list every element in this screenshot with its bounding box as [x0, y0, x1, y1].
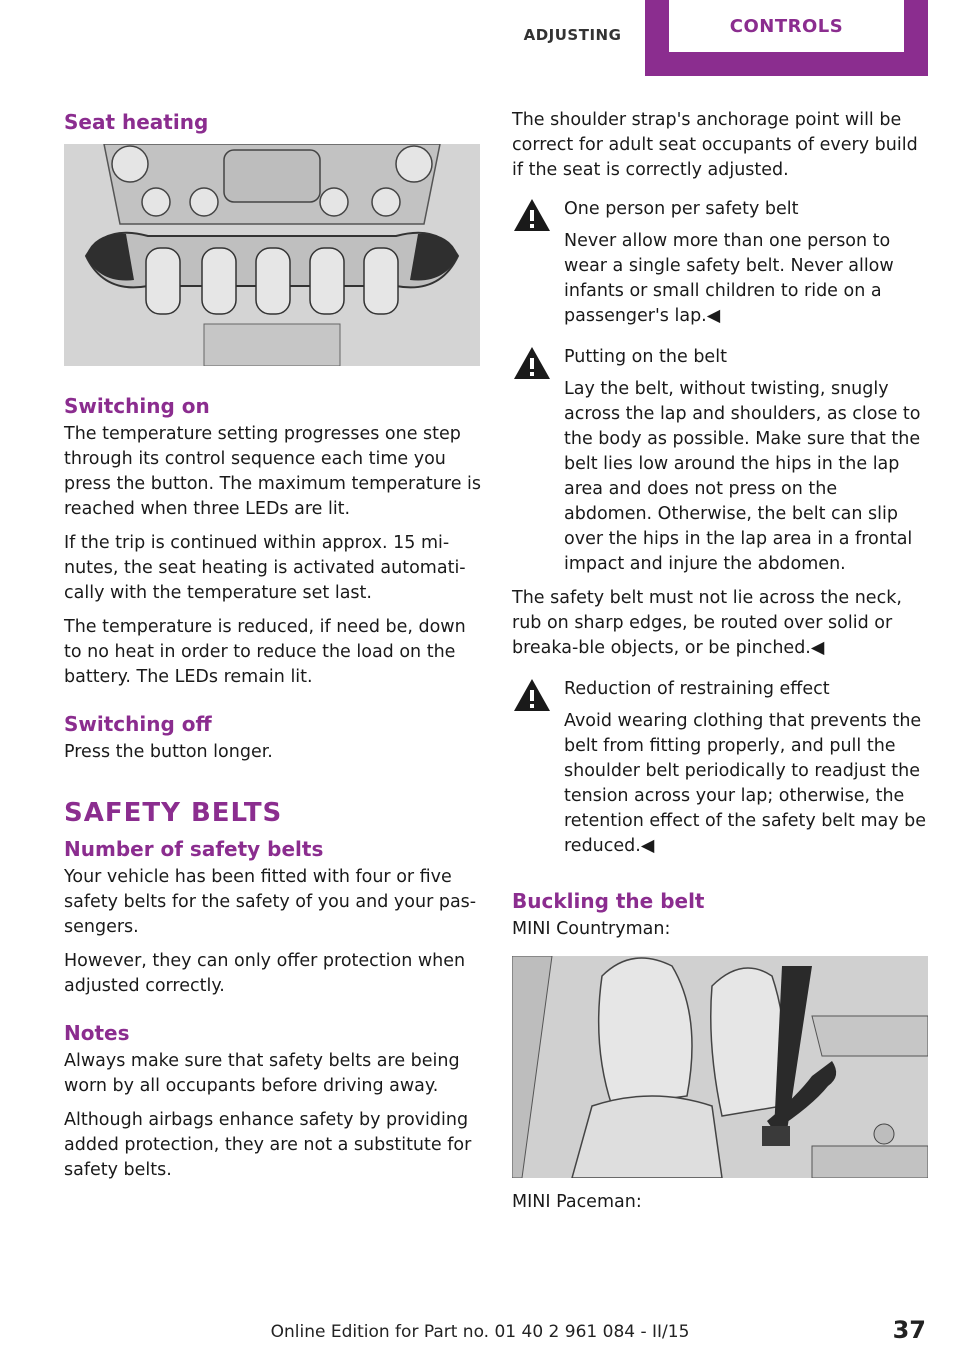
header-tab-controls	[645, 0, 928, 76]
countryman-seat-image	[512, 956, 928, 1178]
notes-paragraph-1: Always make sure that safety belts are being worn by all occupants before driving away.	[64, 1051, 460, 1096]
countryman-label: MINI Countryman:	[512, 919, 671, 939]
paceman-label: MINI Paceman:	[512, 1192, 642, 1212]
warning-body: Lay the belt, without twisting, snugly across the lap and shoulders, as close to the body as possible. Make sure that the belt lies low around the hips in the lap area and does not press on the abdomen. Otherwise, the belt can slip over the hips in the lap area in a frontal impact and injure the abdomen.	[564, 379, 921, 574]
seat-heating-image	[64, 144, 480, 366]
warning-reduction	[512, 677, 928, 859]
number-paragraph-1: Your vehicle has been fitted with four or five safety belts for the safety of you and your pas‐sengers.	[64, 867, 477, 937]
warning-putting-on	[512, 345, 928, 577]
right-column	[512, 108, 928, 1224]
header-tab-controls-label: CONTROLS	[669, 0, 904, 52]
number-of-belts-title: Number of safety belts	[64, 837, 324, 861]
putting-on-extra-paragraph: The safety belt must not lie across the neck, rub on sharp edges, be routed over solid or breaka‐ble objects, or be pinched.◀	[512, 588, 902, 658]
footer-edition: Online Edition for Part no. 01 40 2 961 084 - II/15	[270, 1322, 690, 1342]
switching-on-title: Switching on	[64, 394, 210, 418]
safety-belts-title: SAFETY BELTS	[64, 798, 283, 828]
warning-triangle-icon	[512, 345, 552, 381]
switching-on-paragraph-1: The temperature setting progresses one step through its control sequence each time you press the button. The maximum temperature is reached when three LEDs are lit.	[64, 424, 482, 519]
page-number: 37	[892, 1316, 926, 1344]
header-tab-adjusting: ADJUSTING	[523, 26, 622, 44]
warning-triangle-icon	[512, 677, 552, 713]
warning-title: Putting on the belt	[564, 347, 727, 367]
warning-triangle-icon	[512, 197, 552, 233]
left-column	[64, 108, 482, 1192]
number-paragraph-2: However, they can only offer protection when adjusted correctly.	[64, 951, 466, 996]
warning-one-person	[512, 197, 928, 329]
warning-body: Avoid wearing clothing that prevents the belt from fitting properly, and pull the shoulder belt periodically to readjust the tension across your lap; otherwise, the retention effect of the safety belt may be reduced.◀	[564, 711, 927, 856]
warning-body: Never allow more than one person to wear a single safety belt. Never allow infants or small children to ride on a passenger's lap.◀	[564, 231, 894, 326]
warning-title: One person per safety belt	[564, 199, 799, 219]
switching-on-paragraph-2: If the trip is continued within approx. 15 mi‐nutes, the seat heating is activated automati‐cally with the temperature set last.	[64, 533, 466, 603]
seat-heating-title: Seat heating	[64, 110, 209, 134]
intro-paragraph: The shoulder strap's anchorage point will be correct for adult seat occupants of every build if the seat is correctly adjusted.	[512, 110, 918, 180]
buckling-title: Buckling the belt	[512, 889, 705, 913]
switching-on-paragraph-3: The temperature is reduced, if need be, down to no heat in order to reduce the load on the battery. The LEDs remain lit.	[64, 617, 466, 687]
notes-title: Notes	[64, 1021, 130, 1045]
notes-paragraph-2: Although airbags enhance safety by providing added protection, they are not a substitute for safety belts.	[64, 1110, 472, 1180]
warning-title: Reduction of restraining effect	[564, 679, 830, 699]
switching-off-paragraph: Press the button longer.	[64, 742, 273, 762]
switching-off-title: Switching off	[64, 712, 212, 736]
